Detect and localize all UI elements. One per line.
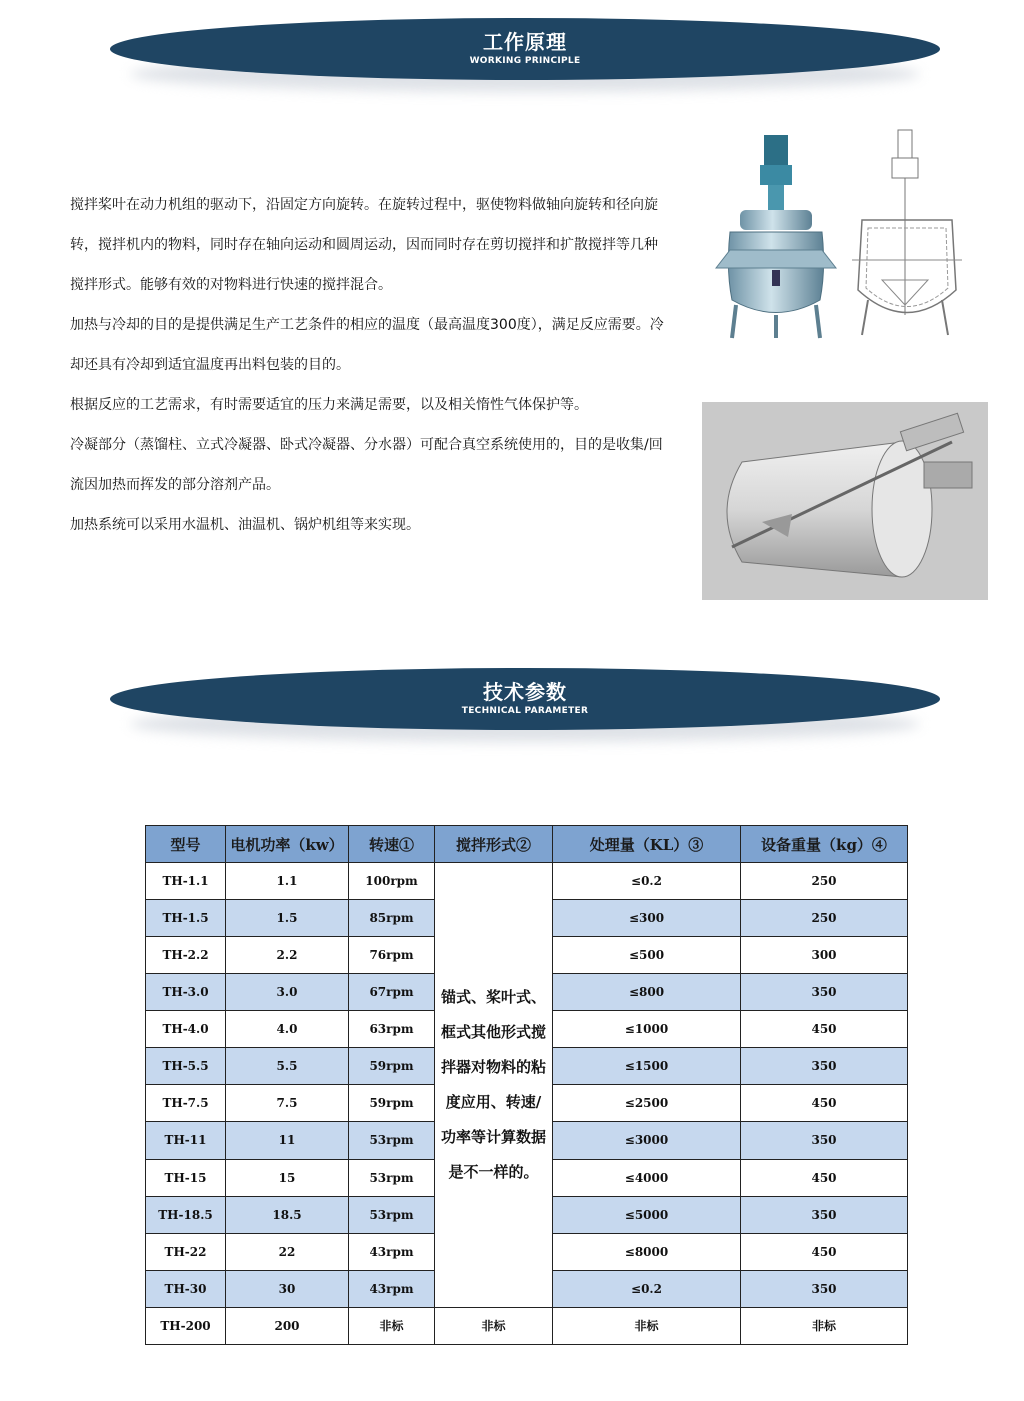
paragraph: 冷凝部分（蒸馏柱、立式冷凝器、卧式冷凝器、分水器）可配合真空系统使用的，目的是收集/回流因加热而挥发的部分溶剂产品。	[70, 437, 663, 493]
cell-model: TH-22	[146, 1233, 226, 1270]
cell-mix-type-merged: 锚式、桨叶式、框式其他形式搅拌器对物料的粘度应用、转速/功率等计算数据是不一样的。	[435, 863, 553, 1308]
cell-model: TH-4.0	[146, 1011, 226, 1048]
cell-model: TH-3.0	[146, 974, 226, 1011]
cell-power: 22	[226, 1233, 349, 1270]
header-speed: 转速①	[349, 826, 435, 863]
cell-model: TH-7.5	[146, 1085, 226, 1122]
spec-table	[145, 825, 908, 1345]
section-subtitle: TECHNICAL PARAMETER	[461, 706, 589, 716]
cell-weight: 450	[741, 1011, 908, 1048]
cell-capacity: ≤8000	[553, 1233, 741, 1270]
cell-speed: 非标	[349, 1307, 435, 1344]
header-model: 型号	[146, 826, 226, 863]
cell-model: TH-30	[146, 1270, 226, 1307]
section-title: 工作原理	[483, 30, 567, 54]
cell-weight: 350	[741, 1122, 908, 1159]
header-mix-type: 搅拌形式②	[435, 826, 553, 863]
cell-speed: 53rpm	[349, 1122, 435, 1159]
cell-capacity: ≤3000	[553, 1122, 741, 1159]
table-row	[146, 1307, 908, 1344]
cell-weight: 450	[741, 1159, 908, 1196]
reactor-cutaway-render	[702, 402, 988, 600]
cell-capacity: ≤1000	[553, 1011, 741, 1048]
reactor-illustration	[702, 120, 988, 350]
cell-model: TH-18.5	[146, 1196, 226, 1233]
paragraph: 搅拌桨叶在动力机组的驱动下，沿固定方向旋转。在旋转过程中，驱使物料做轴向旋转和径向旋转，搅拌机内的物料，同时存在轴向运动和圆周运动，因而同时存在剪切搅拌和扩散搅拌等几种搅拌形式。能够有效的对物料进行快速的搅拌混合。	[70, 197, 658, 293]
cell-speed: 59rpm	[349, 1048, 435, 1085]
cell-speed: 53rpm	[349, 1196, 435, 1233]
cell-speed: 43rpm	[349, 1233, 435, 1270]
cell-capacity: ≤800	[553, 974, 741, 1011]
table-body	[146, 863, 908, 1345]
cell-speed: 59rpm	[349, 1085, 435, 1122]
header-weight: 设备重量（kg）④	[741, 826, 908, 863]
cell-model: TH-11	[146, 1122, 226, 1159]
cell-power: 18.5	[226, 1196, 349, 1233]
technical-parameter-banner	[110, 668, 940, 730]
cell-weight: 250	[741, 900, 908, 937]
paragraph: 根据反应的工艺需求，有时需要适宜的压力来满足需要，以及相关惰性气体保护等。	[70, 397, 588, 413]
cell-weight: 350	[741, 974, 908, 1011]
cell-weight: 450	[741, 1085, 908, 1122]
cell-weight: 350	[741, 1270, 908, 1307]
cell-speed: 53rpm	[349, 1159, 435, 1196]
cell-weight: 250	[741, 863, 908, 900]
header-power: 电机功率（kw）	[226, 826, 349, 863]
cell-power: 30	[226, 1270, 349, 1307]
cell-capacity: ≤300	[553, 900, 741, 937]
cell-power: 200	[226, 1307, 349, 1344]
cell-power: 1.1	[226, 863, 349, 900]
cell-power: 1.5	[226, 900, 349, 937]
cell-mix: 非标	[435, 1307, 553, 1344]
cell-model: TH-200	[146, 1307, 226, 1344]
cell-weight: 450	[741, 1233, 908, 1270]
cell-power: 4.0	[226, 1011, 349, 1048]
cell-weight: 300	[741, 937, 908, 974]
cell-speed: 63rpm	[349, 1011, 435, 1048]
cell-model: TH-5.5	[146, 1048, 226, 1085]
cell-capacity: ≤2500	[553, 1085, 741, 1122]
table-row	[146, 863, 908, 900]
cell-capacity: 非标	[553, 1307, 741, 1344]
cell-power: 5.5	[226, 1048, 349, 1085]
table-header-row	[146, 826, 908, 863]
section-title: 技术参数	[483, 680, 567, 704]
cell-power: 11	[226, 1122, 349, 1159]
cell-capacity: ≤5000	[553, 1196, 741, 1233]
working-principle-banner	[110, 18, 940, 80]
cell-capacity: ≤0.2	[553, 863, 741, 900]
reactor-photo-and-diagram	[702, 120, 988, 350]
cell-weight: 350	[741, 1196, 908, 1233]
cell-speed: 76rpm	[349, 937, 435, 974]
section-subtitle: WORKING PRINCIPLE	[469, 56, 581, 66]
cell-capacity: ≤1500	[553, 1048, 741, 1085]
cell-speed: 100rpm	[349, 863, 435, 900]
reactor-cutaway-illustration	[702, 402, 988, 600]
cell-model: TH-1.1	[146, 863, 226, 900]
cell-power: 3.0	[226, 974, 349, 1011]
cell-capacity: ≤4000	[553, 1159, 741, 1196]
paragraph: 加热与冷却的目的是提供满足生产工艺条件的相应的温度（最高温度300度），满足反应需要。冷却还具有冷却到适宜温度再出料包装的目的。	[70, 317, 664, 373]
cell-weight: 非标	[741, 1307, 908, 1344]
cell-model: TH-2.2	[146, 937, 226, 974]
principle-text	[70, 185, 670, 545]
cell-power: 7.5	[226, 1085, 349, 1122]
cell-model: TH-15	[146, 1159, 226, 1196]
cell-speed: 85rpm	[349, 900, 435, 937]
cell-speed: 67rpm	[349, 974, 435, 1011]
cell-capacity: ≤0.2	[553, 1270, 741, 1307]
paragraph: 加热系统可以采用水温机、油温机、锅炉机组等来实现。	[70, 517, 420, 533]
cell-capacity: ≤500	[553, 937, 741, 974]
header-capacity: 处理量（KL）③	[553, 826, 741, 863]
cell-weight: 350	[741, 1048, 908, 1085]
cell-power: 2.2	[226, 937, 349, 974]
cell-model: TH-1.5	[146, 900, 226, 937]
cell-speed: 43rpm	[349, 1270, 435, 1307]
cell-power: 15	[226, 1159, 349, 1196]
